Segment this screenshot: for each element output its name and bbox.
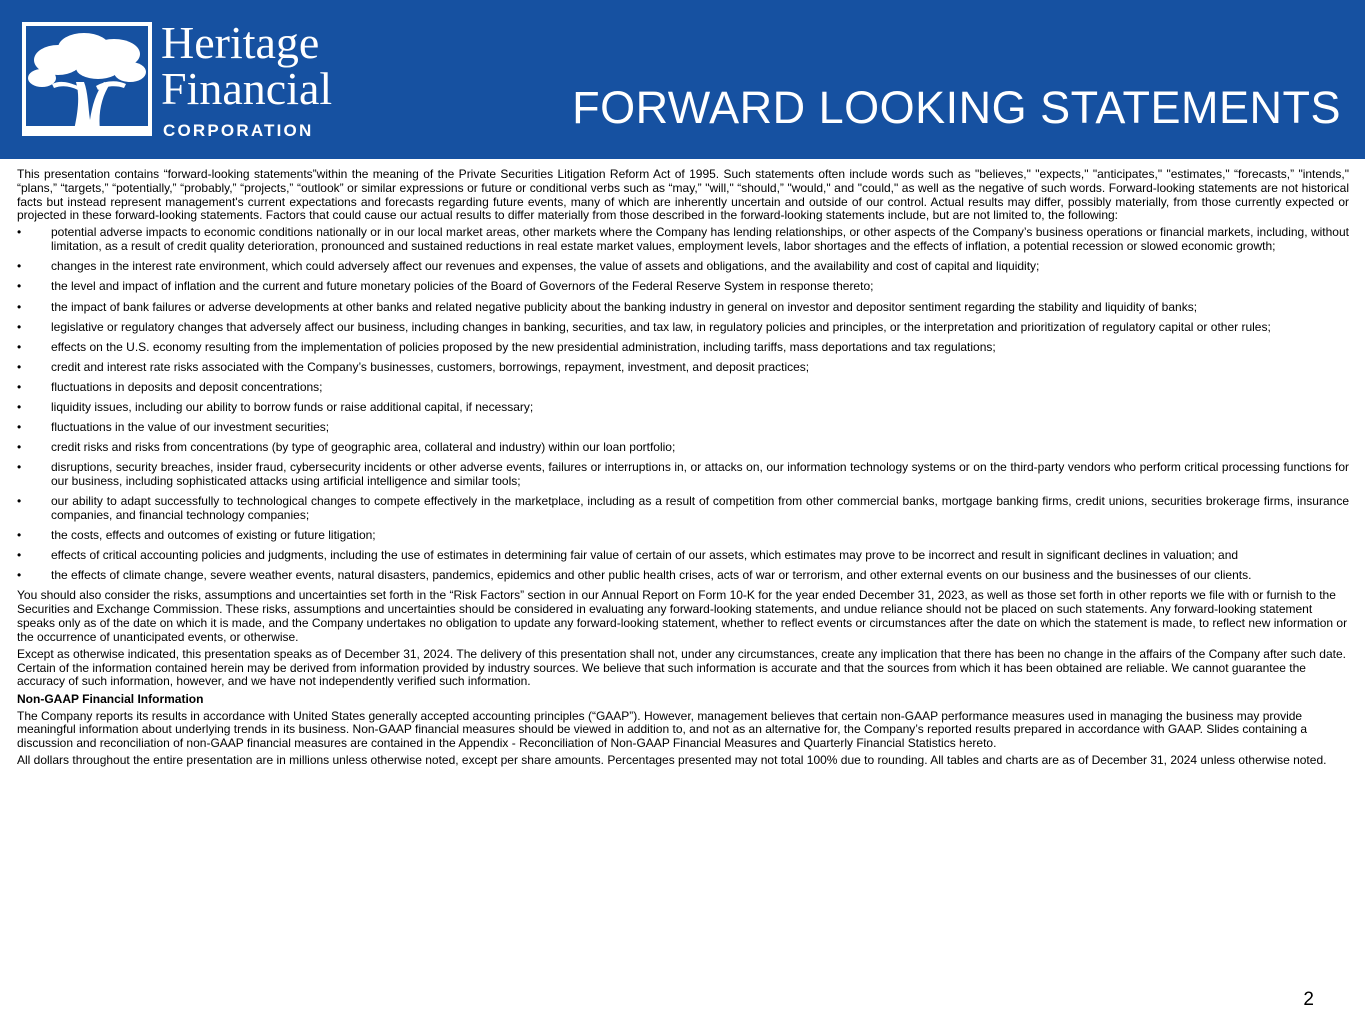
bullet-icon: • (17, 440, 22, 455)
bullet-icon: • (17, 548, 22, 563)
logo-text-corporation: CORPORATION (163, 121, 314, 140)
bullet-icon: • (17, 568, 22, 583)
list-item-text: disruptions, security breaches, insider fraud, cybersecurity incidents or other adverse events, failures or interruptions in, or attacks on, our information technology systems or on the third-party vendors who perform critical processing functions for our business, including sophisticated attacks using artificial intelligence and similar tools; (51, 460, 1349, 489)
logo-text-financial: Financial (161, 63, 333, 114)
list-item (17, 381, 1349, 395)
list-item-text: fluctuations in deposits and deposit concentrations; (51, 379, 323, 394)
logo-text-heritage: Heritage (161, 17, 320, 68)
list-item-text: the effects of climate change, severe weather events, natural disasters, pandemics, epidemics and other public health crises, acts of war or terrorism, and other external events on our business and the businesses of our clients. (51, 568, 1252, 583)
list-item-text: the level and impact of inflation and the current and future monetary policies of the Board of Governors of the Federal Reserve System in response thereto; (51, 279, 874, 294)
list-item-text: fluctuations in the value of our investment securities; (51, 420, 330, 435)
bullet-icon: • (17, 299, 22, 314)
list-item-text: the costs, effects and outcomes of existing or future litigation; (51, 528, 376, 543)
bullet-icon: • (17, 279, 22, 294)
list-item-text: liquidity issues, including our ability to borrow funds or raise additional capital, if necessary; (51, 400, 534, 415)
list-item-text: effects on the U.S. economy resulting from the implementation of policies proposed by the new presidential administration, including tariffs, mass deportations and tax regulations; (51, 339, 996, 354)
list-item (17, 549, 1349, 563)
list-item-text: potential adverse impacts to economic conditions nationally or in our local market areas, other markets where the Company has lending relationships, or other aspects of the Company’s business operations or financial markets, including, without limitation, as a result of credit quality deterioration, pronounced and sustained reductions in real estate market values, employment levels, labor shortages and the effects of inflation, a potential recession or slowed economic growth; (51, 225, 1349, 254)
risk-factors-paragraph: You should also consider the risks, assumptions and uncertainties set forth in the “Risk Factors” section in our Annual Report on Form 10-K for the year ended December 31, 2023, as well as those set forth in other reports we file with or furnish to the Securities and Exchange Commission. These risks, assumptions and uncertainties should be considered in evaluating any forward-looking statements, and undue reliance should not be placed on such statements. Any forward-looking statement speaks only as of the date on which it is made, and the Company undertakes no obligation to update any forward-looking statement, whether to reflect events or circumstances after the date on which the statement is made, to reflect new information or the occurrence of unanticipated events, or otherwise. (17, 588, 1348, 644)
page-title: FORWARD LOOKING STATEMENTS (572, 82, 1341, 133)
intro-paragraph: This presentation contains “forward-looking statements”within the meaning of the Private Securities Litigation Reform Act of 1995. Such statements often include words such as "believes," "expects," "anticipates," "estimates," “forecasts,” "intends," “plans,” “targets,” “potentially,” “probably,” “projects,” “outlook” or similar expressions or future or conditional verbs such as “may,” "will," “should,” "would," and "could," as well as the negative of such words. Forward-looking statements are not historical facts but instead represent management's current expectations and forecasts regarding future events, many of which are inherently uncertain and outside of our control. Actual results may differ, possibly materially, from those currently expected or projected in these forward-looking statements. Factors that could cause our actual results to differ materially from those described in the forward-looking statements include, but are not limited to, the following: (17, 167, 1349, 223)
bullet-icon: • (17, 359, 22, 374)
list-item (17, 341, 1349, 355)
list-item-text: credit and interest rate risks associated with the Company’s businesses, customers, borrowings, repayment, investment, and deposit practices; (51, 359, 810, 374)
list-item-text: our ability to adapt successfully to technological changes to compete effectively in the marketplace, including as a result of competition from other commercial banks, mortgage banking firms, credit unions, securities brokerage firms, insurance companies, and financial technology companies; (51, 494, 1349, 522)
bullet-icon: • (17, 400, 22, 415)
list-item (17, 321, 1349, 335)
list-item (17, 260, 1349, 274)
list-item (17, 421, 1349, 435)
list-item-text: changes in the interest rate environment, which could adversely affect our revenues and expenses, the value of assets and obligations, and the availability and cost of capital and liquidity; (51, 259, 1040, 274)
bullet-icon: • (17, 528, 22, 543)
bullet-icon: • (17, 420, 22, 435)
tree-logo-icon (22, 22, 152, 136)
statement-body (17, 168, 1349, 771)
bullet-icon: • (17, 379, 22, 394)
list-item (17, 529, 1349, 543)
list-item-text: effects of critical accounting policies and judgments, including the use of estimates in determining fair value of certain of our assets, which estimates may prove to be incorrect and result in significant declines in valuation; and (51, 548, 1239, 563)
list-item (17, 441, 1349, 455)
bullet-icon: • (17, 259, 22, 274)
list-item (17, 226, 1349, 254)
list-item (17, 280, 1349, 294)
list-item (17, 495, 1349, 523)
bullet-icon: • (17, 460, 22, 475)
dollars-note-paragraph: All dollars throughout the entire presentation are in millions unless otherwise noted, except per share amounts. Percentages presented may not total 100% due to rounding. All tables and charts are as of December 31, 2024 unless otherwise noted. (17, 753, 1327, 768)
list-item (17, 461, 1349, 489)
risk-factor-list (17, 226, 1349, 583)
header-banner (0, 0, 1365, 159)
list-item (17, 361, 1349, 375)
as-of-date-paragraph: Except as otherwise indicated, this presentation speaks as of December 31, 2024. The delivery of this presentation shall not, under any circumstances, create any implication that there has been no change in the affairs of the Company after such date. Certain of the information contained herein may be derived from information provided by industry sources. We believe that such information is accurate and that the sources from which it has been obtained are reliable. We cannot guarantee the accuracy of such information, however, and we have not independently verified such information. (17, 646, 1346, 689)
non-gaap-heading: Non-GAAP Financial Information (17, 691, 204, 706)
bullet-icon: • (17, 225, 22, 240)
bullet-icon: • (17, 494, 22, 509)
list-item-text: the impact of bank failures or adverse developments at other banks and related negative publicity about the banking industry in general on investor and depositor sentiment regarding the stability and liquidity of banks; (51, 299, 1198, 314)
page-number: 2 (1303, 989, 1314, 1010)
list-item (17, 569, 1349, 583)
list-item-text: legislative or regulatory changes that adversely affect our business, including changes in banking, securities, and tax law, in regulatory policies and principles, or the interpretation and prioritization of regulatory capital or other rules; (51, 319, 1271, 334)
list-item-text: credit risks and risks from concentrations (by type of geographic area, collateral and industry) within our loan portfolio; (51, 440, 676, 455)
list-item (17, 401, 1349, 415)
bullet-icon: • (17, 339, 22, 354)
bullet-icon: • (17, 319, 22, 334)
non-gaap-paragraph: The Company reports its results in accordance with United States generally accepted accounting principles (“GAAP”). However, management believes that certain non-GAAP performance measures used in managing the business may provide meaningful information about underlying trends in its business. Non-GAAP financial measures should be viewed in addition to, and not as an alternative for, the Company’s reported results prepared in accordance with GAAP. Slides containing a discussion and reconciliation of non-GAAP financial measures are contained in the Appendix - Reconciliation of Non-GAAP Financial Measures and Quarterly Financial Statistics hereto. (17, 708, 1308, 751)
list-item (17, 301, 1349, 315)
